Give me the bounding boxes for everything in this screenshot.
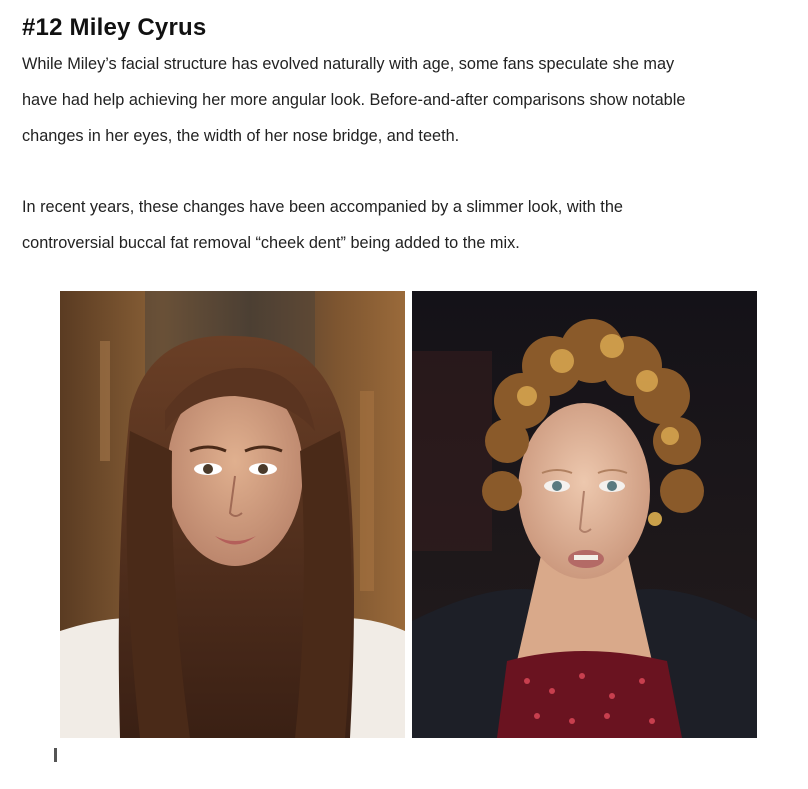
paragraph-line: controversial buccal fat removal “cheek dent” being added to the mix.: [22, 234, 520, 252]
after-photo-illustration: [412, 291, 757, 738]
after-photo: [412, 291, 757, 738]
paragraph-line: While Miley’s facial structure has evolved naturally with age, some fans speculate she may: [22, 55, 675, 73]
article-paragraph-2: [22, 189, 792, 261]
before-photo: [60, 291, 405, 738]
paragraph-line: In recent years, these changes have been accompanied by a slimmer look, with the: [22, 198, 623, 216]
article-title: #12 Miley Cyrus: [22, 14, 207, 41]
article-paragraph-1: [22, 46, 792, 154]
paragraph-line: changes in her eyes, the width of her nose bridge, and teeth.: [22, 127, 460, 145]
image-credit: [18, 744, 178, 766]
paragraph-line: have had help achieving her more angular look. Before-and-after comparisons show notable: [22, 91, 686, 109]
before-photo-illustration: [60, 291, 405, 738]
credit-divider: [54, 748, 57, 762]
